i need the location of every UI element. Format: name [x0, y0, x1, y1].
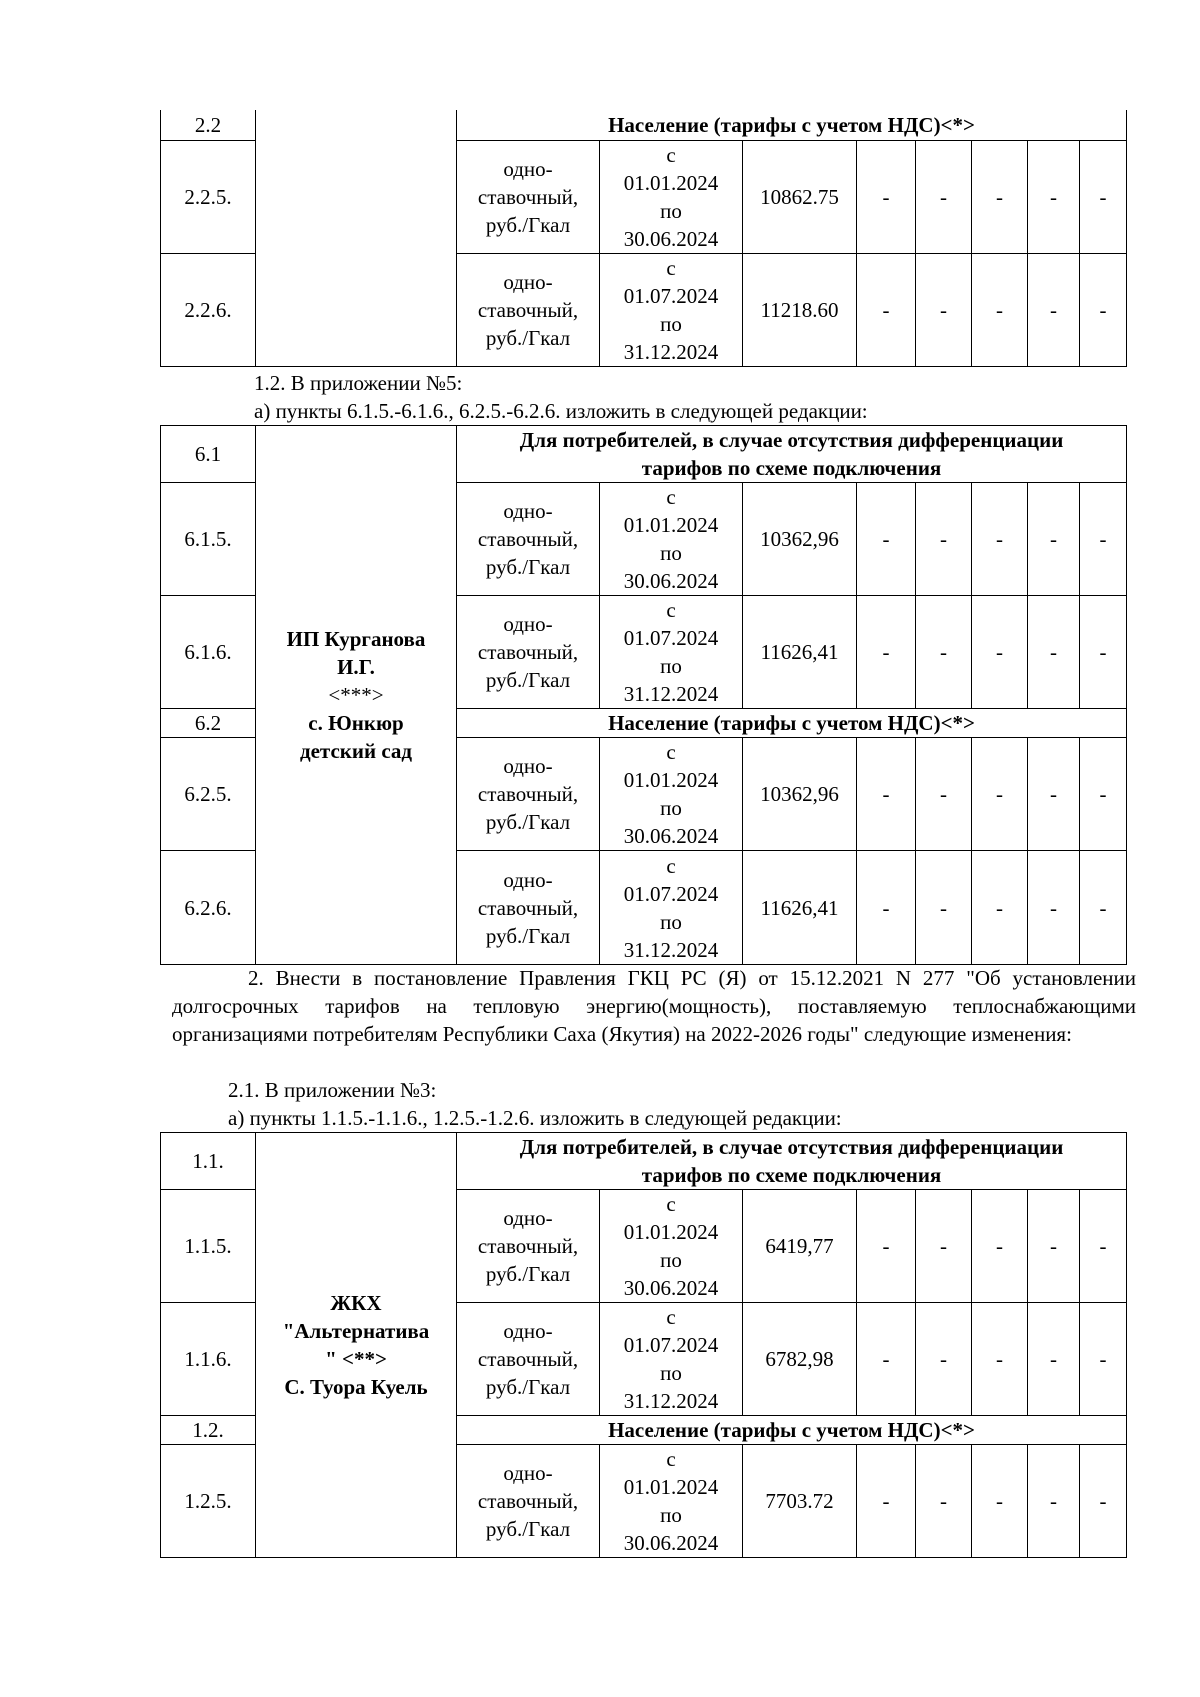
- paragraph-2-1-a: а) пункты 1.1.5.-1.1.6., 1.2.5.-1.2.6. изложить в следующей редакции:: [228, 1106, 842, 1130]
- dash-cell: -: [916, 851, 972, 965]
- dash-cell: -: [1028, 851, 1080, 965]
- tariff-value: 6782,98: [743, 1303, 857, 1416]
- row-number: 1.1.6.: [161, 1303, 256, 1416]
- paragraph-1-2-a: а) пункты 6.1.5.-6.1.6., 6.2.5.-6.2.6. изложить в следующей редакции:: [254, 399, 868, 423]
- row-number: 2.2.5.: [161, 140, 256, 253]
- section-number: 2.2: [161, 110, 256, 140]
- row-number: 6.2.6.: [161, 851, 256, 965]
- row-number: 6.2.5.: [161, 738, 256, 851]
- period: с 01.01.2024 по 30.06.2024: [600, 140, 743, 253]
- dash-cell: -: [972, 738, 1028, 851]
- dash-cell: -: [972, 140, 1028, 253]
- dash-cell: -: [857, 1190, 916, 1303]
- dash-cell: -: [1080, 596, 1127, 709]
- dash-cell: -: [1028, 1190, 1080, 1303]
- period: с 01.07.2024 по 31.12.2024: [600, 851, 743, 965]
- dash-cell: -: [916, 253, 972, 366]
- dash-cell: -: [1028, 1303, 1080, 1416]
- org-cell: [256, 110, 457, 366]
- dash-cell: -: [916, 140, 972, 253]
- tariff-value: 10362,96: [743, 738, 857, 851]
- tariff-value: 11218.60: [743, 253, 857, 366]
- dash-cell: -: [857, 253, 916, 366]
- dash-cell: -: [1080, 140, 1127, 253]
- org-cell: ЖКХ "Альтернатива " <**> С. Туора Куель: [256, 1133, 457, 1558]
- tariff-value: 11626,41: [743, 851, 857, 965]
- tariff-value: 6419,77: [743, 1190, 857, 1303]
- dash-cell: -: [972, 1190, 1028, 1303]
- dash-cell: -: [916, 483, 972, 596]
- dash-cell: -: [1028, 1445, 1080, 1558]
- dash-cell: -: [916, 738, 972, 851]
- paragraph-2: 2. Внести в постановление Правления ГКЦ РС (Я) от 15.12.2021 N 277 "Об установлении долгосрочных тарифов на тепловую энергию(мощность), поставляемую теплоснабжающими организациями потребителям Республики Саха (Якутия) на 2022-2026 годы" следующие изменения:: [172, 966, 1136, 1046]
- dash-cell: -: [857, 851, 916, 965]
- dash-cell: -: [972, 1445, 1028, 1558]
- section-number: 1.1.: [161, 1133, 256, 1190]
- period: с 01.01.2024 по 30.06.2024: [600, 1445, 743, 1558]
- dash-cell: -: [857, 596, 916, 709]
- section-number: 6.1: [161, 426, 256, 483]
- rate-type: одно- ставочный, руб./Гкал: [457, 1303, 600, 1416]
- dash-cell: -: [1080, 738, 1127, 851]
- dash-cell: -: [1080, 253, 1127, 366]
- dash-cell: -: [857, 1303, 916, 1416]
- rate-type: одно- ставочный, руб./Гкал: [457, 140, 600, 253]
- section-title: Для потребителей, в случае отсутствия дифференциации тарифов по схеме подключения: [457, 426, 1127, 483]
- dash-cell: -: [1080, 1445, 1127, 1558]
- tariff-table-1: [160, 110, 1127, 367]
- dash-cell: -: [1080, 483, 1127, 596]
- row-number: 6.1.6.: [161, 596, 256, 709]
- rate-type: одно- ставочный, руб./Гкал: [457, 851, 600, 965]
- paragraph-1-2: 1.2. В приложении №5:: [254, 371, 463, 395]
- dash-cell: -: [972, 1303, 1028, 1416]
- dash-cell: -: [972, 596, 1028, 709]
- period: с 01.01.2024 по 30.06.2024: [600, 483, 743, 596]
- rate-type: одно- ставочный, руб./Гкал: [457, 738, 600, 851]
- dash-cell: -: [857, 483, 916, 596]
- dash-cell: -: [972, 253, 1028, 366]
- dash-cell: -: [857, 140, 916, 253]
- tariff-value: 10862.75: [743, 140, 857, 253]
- dash-cell: -: [1028, 738, 1080, 851]
- section-title: Население (тарифы с учетом НДС)<*>: [457, 1416, 1127, 1445]
- rate-type: одно- ставочный, руб./Гкал: [457, 596, 600, 709]
- tariff-value: 10362,96: [743, 483, 857, 596]
- row-number: 6.1.5.: [161, 483, 256, 596]
- period: с 01.01.2024 по 30.06.2024: [600, 738, 743, 851]
- tariff-value: 7703.72: [743, 1445, 857, 1558]
- rate-type: одно- ставочный, руб./Гкал: [457, 253, 600, 366]
- org-cell: ИП Курганова И.Г. <***> с. Юнкюр детский сад: [256, 426, 457, 965]
- period: с 01.07.2024 по 31.12.2024: [600, 1303, 743, 1416]
- row-number: 1.2.5.: [161, 1445, 256, 1558]
- section-title: Для потребителей, в случае отсутствия дифференциации тарифов по схеме подключения: [457, 1133, 1127, 1190]
- rate-type: одно- ставочный, руб./Гкал: [457, 483, 600, 596]
- rate-type: одно- ставочный, руб./Гкал: [457, 1190, 600, 1303]
- dash-cell: -: [1080, 1303, 1127, 1416]
- dash-cell: -: [972, 483, 1028, 596]
- period: с 01.07.2024 по 31.12.2024: [600, 253, 743, 366]
- dash-cell: -: [916, 596, 972, 709]
- tariff-table-3: [160, 1132, 1127, 1558]
- dash-cell: -: [1028, 483, 1080, 596]
- rate-type: одно- ставочный, руб./Гкал: [457, 1445, 600, 1558]
- dash-cell: -: [972, 851, 1028, 965]
- period: с 01.07.2024 по 31.12.2024: [600, 596, 743, 709]
- dash-cell: -: [1028, 253, 1080, 366]
- row-number: 2.2.6.: [161, 253, 256, 366]
- tariff-table-2: [160, 425, 1127, 965]
- dash-cell: -: [857, 1445, 916, 1558]
- section-number: 1.2.: [161, 1416, 256, 1445]
- dash-cell: -: [1080, 851, 1127, 965]
- section-title: Население (тарифы с учетом НДС)<*>: [457, 110, 1127, 140]
- dash-cell: -: [916, 1445, 972, 1558]
- section-title: Население (тарифы с учетом НДС)<*>: [457, 709, 1127, 738]
- dash-cell: -: [1080, 1190, 1127, 1303]
- dash-cell: -: [1028, 596, 1080, 709]
- dash-cell: -: [916, 1303, 972, 1416]
- section-number: 6.2: [161, 709, 256, 738]
- dash-cell: -: [1028, 140, 1080, 253]
- tariff-value: 11626,41: [743, 596, 857, 709]
- dash-cell: -: [857, 738, 916, 851]
- paragraph-2-1: 2.1. В приложении №3:: [228, 1078, 437, 1102]
- dash-cell: -: [916, 1190, 972, 1303]
- period: с 01.01.2024 по 30.06.2024: [600, 1190, 743, 1303]
- row-number: 1.1.5.: [161, 1190, 256, 1303]
